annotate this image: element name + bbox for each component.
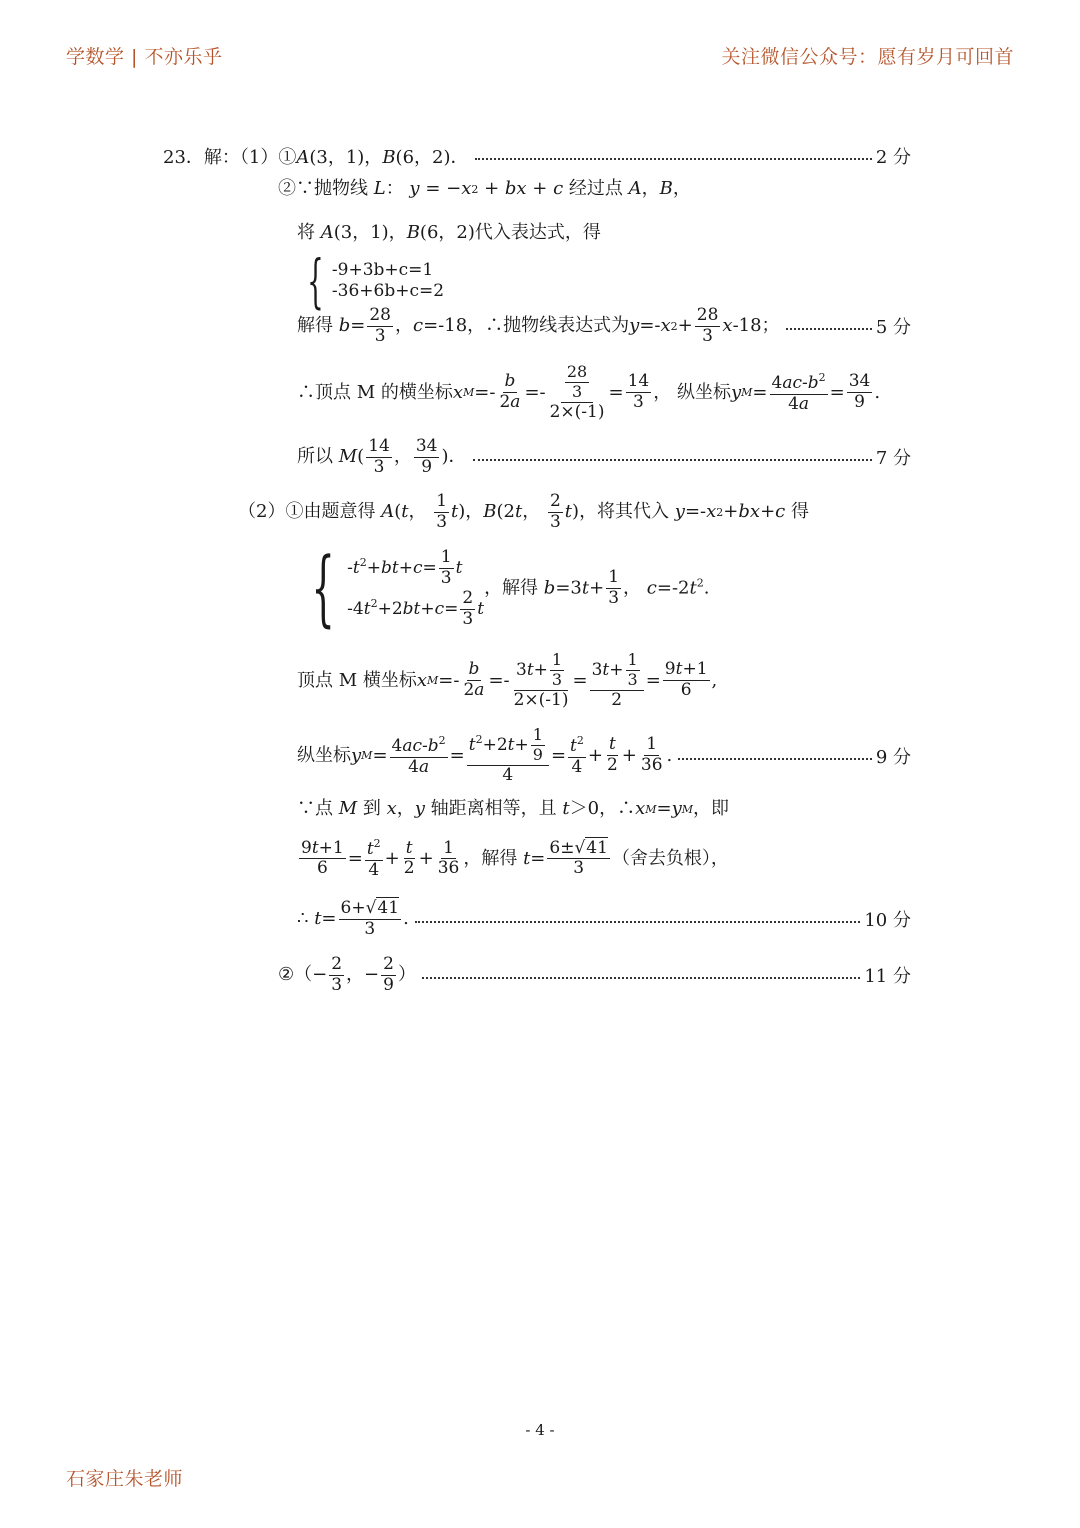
dot-leader (678, 758, 872, 760)
solution-line-final: ②（− $\frac{2}{3}$ ，− $\frac{2}{9}$ ） 11 分 (278, 954, 911, 995)
solution-line-2: ②∵抛物线 L ： y = − x 2 + bx + c 经过点 A ， B ， (278, 178, 691, 199)
dot-leader (473, 459, 872, 461)
sys1-eq-a: -9+3b+c=1 (331, 260, 434, 281)
text-shequ: （舍去负根）， (611, 847, 729, 869)
score-2: 2 分 (875, 147, 911, 168)
page-number: - 4 - (525, 1421, 555, 1439)
solution-line-vertex-x: 顶点 M 横坐标 x M =- $\frac{b}{2a}$ =- 3t+ $\frac{1}{3}$ 2×(-1) = 3t+ $\frac{1}{3}$ 2 = $\frac{9t+1}{6}$ , (297, 650, 718, 710)
sys1-eq-b: -36+6b+c=2 (331, 281, 445, 302)
text-jiede: 解得 (297, 315, 333, 337)
solution-line-3: 将 A (3，1)， B (6，2)代入表达式，得 (297, 222, 601, 243)
dot-leader (422, 977, 860, 979)
footer-author: 石家庄朱老师 (66, 1468, 184, 1490)
score-11: 11 分 (864, 966, 911, 988)
text-jiede2: ，解得 (463, 847, 518, 869)
text-zong2: 纵坐标 (297, 744, 351, 766)
text-de: 得 (791, 501, 809, 523)
solution-line-t-result: ∴ t = $\frac{6+√41}{3}$ . 10 分 (297, 898, 911, 939)
dot-leader (475, 158, 872, 160)
brace-icon: { (311, 540, 335, 636)
score-9: 9 分 (875, 746, 911, 768)
part1-answer-a: 23．解：（1）①A(3，1)，B(6，2)． (163, 147, 469, 168)
text-suoyi: 所以 (297, 446, 333, 468)
solution-line-7: 所以 M ( $\frac{14}{3}$ ， $\frac{34}{9}$ )． 7 分 (297, 436, 911, 477)
dot-leader (415, 921, 861, 923)
dot-leader (786, 328, 872, 330)
text-daiur: ，将其代入 (579, 501, 670, 523)
text-dingdian: ∴顶点 M 的横坐标 (297, 381, 453, 403)
text-part2: （2）①由题意得 (238, 501, 376, 523)
solution-line-solve-t: $\frac{9t+1}{6}$ = $\frac{t^2}{4}$ + $\frac{t}{2}$ + $\frac{1}{36}$ ，解得 t = $\frac{6\pm√41}{3}$ （舍去负根）， (301, 837, 729, 880)
equation-system-1 (297, 247, 445, 315)
text-dingdian2: 顶点 M 横坐标 (297, 669, 417, 691)
brace-icon: { (307, 247, 324, 315)
header-left-text: 学数学 | 不亦乐乎 (66, 46, 223, 68)
solution-line-6: ∴顶点 M 的横坐标 x M =- $\frac{b}{2a}$ =- $\frac{\frac{28}{3}}{2\times(-1)}$ = $\frac{14}{3}$ ， 纵坐标 y M = $\frac{4ac-b^2}{4a}$ = $\frac{34}{9}$ . (297, 362, 881, 422)
score-5: 5 分 (875, 317, 911, 339)
score-10: 10 分 (864, 910, 911, 932)
solution-line-part2: （2）①由题意得 A ( t ， $\frac{1}{3}$ t )， B (2 t ， $\frac{2}{3}$ t ) ，将其代入 y =- x 2 + bx + c 得 (238, 491, 809, 532)
equation-system-2: { $-t^2+bt+c=$ $\frac{1}{3}$ t $-4t^2+2bt+c=$ $\frac{2}{3}$ t ，解得 b=3t+ $\frac{1}{3}$ ， $c=-2t^2$. (311, 540, 710, 636)
text-zong: 纵坐标 (676, 381, 731, 403)
solution-line-1 (163, 143, 911, 169)
solution-line-equal: ∵点 M 到 x ， y 轴距离相等，且 t ＞0，∴ x M = y M ，即 (297, 798, 730, 819)
header-right-text: 关注微信公众号：愿有岁月可回首 (721, 46, 1014, 68)
score-7: 7 分 (875, 448, 911, 470)
solution-line-vertex-y: 纵坐标 y M = $\frac{4ac-b^2}{4a}$ = $t^2+2t+$ $\frac{1}{9}$ 4 = $\frac{t^2}{4}$ + $\frac{t}{2}$ + $\frac{1}{36}$ . 9 分 (297, 725, 911, 785)
solution-line-5: 解得 b = $\frac{28}{3}$ ， c =-18， ∴抛物线表达式为 y =- x 2 + $\frac{28}{3}$ x -18； 5 分 (297, 305, 911, 346)
text-paowu: ∴抛物线表达式为 (485, 315, 630, 337)
